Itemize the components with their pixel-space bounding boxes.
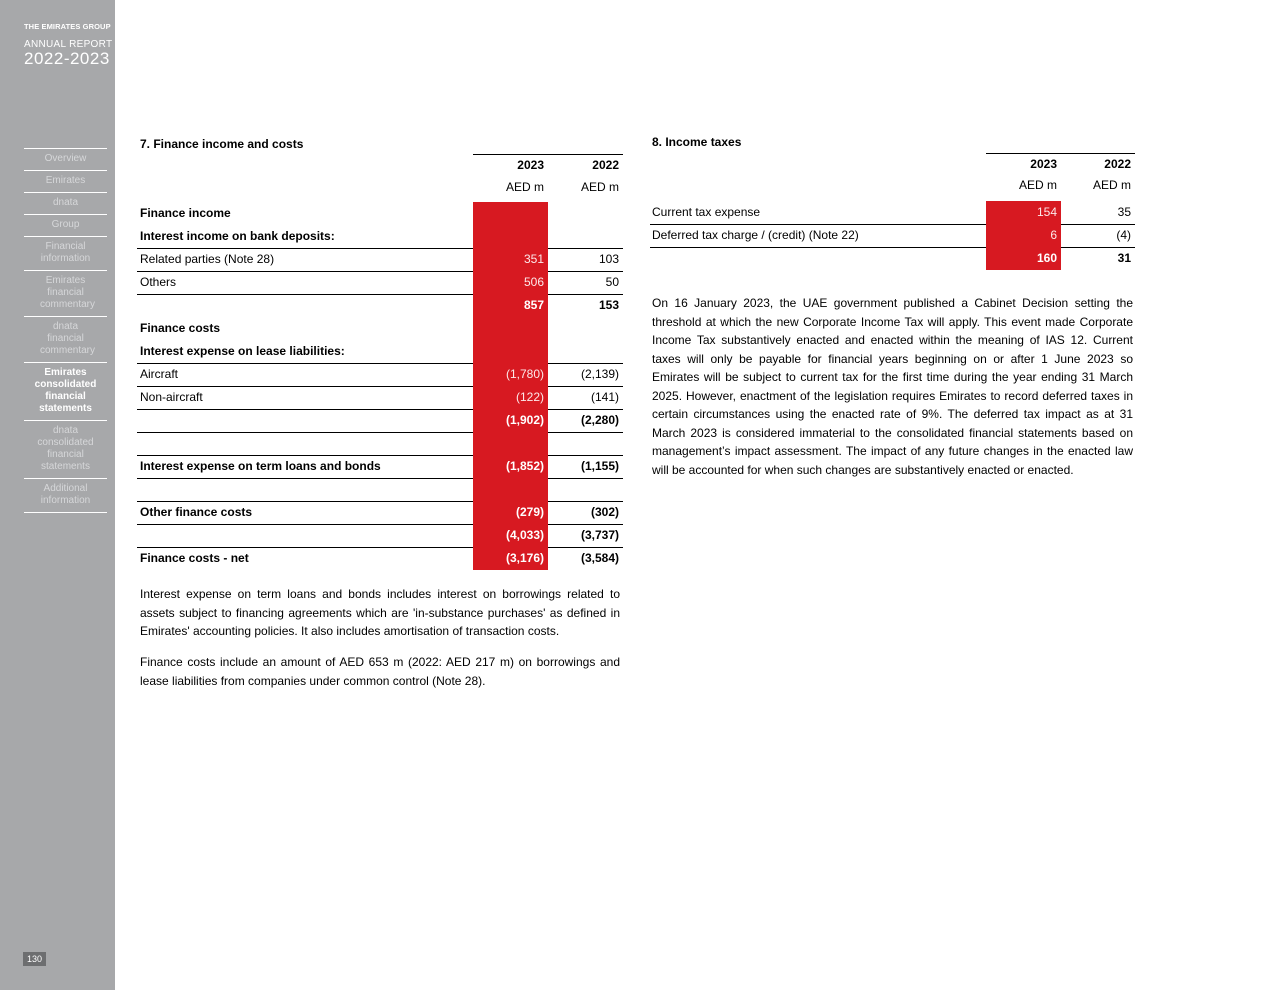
lease-total-2023: (1,902) (473, 409, 548, 432)
others-2022: 50 (605, 275, 619, 289)
table-row (650, 201, 1135, 224)
lease-heading: Interest expense on lease liabilities: (140, 344, 345, 358)
unit-2023: AED m (505, 180, 544, 194)
report-name: ANNUAL REPORT (24, 39, 113, 50)
current-tax-2023: 154 (986, 201, 1061, 224)
table-row (650, 224, 1135, 247)
header-unit-row (137, 177, 623, 200)
nav-item-emirates-financial-commentary[interactable]: Emirates financial commentary (24, 271, 107, 317)
finance-costs-heading-row (137, 317, 623, 340)
deferred-tax-2022: (4) (1116, 228, 1131, 242)
group-name: THE EMIRATES GROUP (24, 22, 111, 31)
sidebar-nav (24, 148, 107, 513)
other-costs-row (137, 501, 623, 524)
tax-unit-2023: AED m (1018, 178, 1057, 192)
current-tax-2022: 35 (1117, 205, 1131, 219)
current-tax-label: Current tax expense (652, 205, 761, 219)
interest-income-heading-row (137, 225, 623, 248)
lease-total-2022: (2,280) (580, 413, 619, 427)
nav-item-dnata-consolidated-statements[interactable]: dnata consolidated financial statements (24, 421, 107, 479)
non-aircraft-2022: (141) (590, 390, 619, 404)
related-parties-2023: 351 (473, 248, 548, 271)
nav-item-dnata-financial-commentary[interactable]: dnata financial commentary (24, 317, 107, 363)
nav-item-additional-information[interactable]: Additional information (24, 479, 107, 513)
report-brand (24, 22, 112, 68)
finance-table (137, 154, 623, 570)
net-2022: (3,584) (580, 551, 619, 565)
finance-costs-heading: Finance costs (140, 321, 221, 335)
lease-total-row (137, 409, 623, 432)
finance-note-1: Interest expense on term loans and bonds includes interest on borrowings related to assets subject to financing agreements which are 'in-substance purchases' as defined in Emirates' accounting policies. It also includes amortisation of transaction costs. (140, 587, 620, 638)
tax-unit-2022: AED m (1092, 178, 1131, 192)
cell-2023 (473, 225, 548, 248)
header-year-row (137, 154, 623, 177)
tax-col-2023-header: 2023 (1030, 157, 1057, 171)
section-title-tax: 8. Income taxes (652, 135, 742, 149)
income-total-2023: 857 (473, 294, 548, 317)
related-parties-2022: 103 (598, 252, 619, 266)
cell-2023 (473, 202, 548, 225)
tax-total-row (650, 247, 1135, 270)
term-loans-2023: (1,852) (473, 455, 548, 478)
non-aircraft-2023: (122) (473, 386, 548, 409)
aircraft-2023: (1,780) (473, 363, 548, 386)
net-row (137, 547, 623, 570)
table-row (137, 248, 623, 271)
finance-income-heading: Finance income (140, 206, 231, 220)
nav-item-dnata[interactable]: dnata (24, 193, 107, 215)
costs-total-row (137, 524, 623, 547)
nav-item-group[interactable]: Group (24, 215, 107, 237)
others-label: Others (140, 275, 177, 289)
income-total-2022: 153 (598, 298, 619, 312)
cell-2023 (473, 340, 548, 363)
spacer-row (137, 432, 623, 455)
table-row (137, 271, 623, 294)
term-loans-row (137, 455, 623, 478)
term-loans-2022: (1,155) (580, 459, 619, 473)
tax-total-2023: 160 (986, 247, 1061, 270)
section-title-finance: 7. Finance income and costs (140, 137, 304, 151)
term-loans-label: Interest expense on term loans and bonds (140, 459, 381, 473)
net-label: Finance costs - net (140, 551, 249, 565)
table-row (137, 363, 623, 386)
table-row (137, 386, 623, 409)
nav-item-financial-information[interactable]: Financial information (24, 237, 107, 271)
nav-item-emirates-consolidated-statements[interactable]: Emirates consolidated financial statements (24, 363, 107, 421)
interest-income-heading: Interest income on bank deposits: (140, 229, 335, 243)
tax-header-unit-row (650, 176, 1135, 199)
cell-2023 (473, 478, 548, 501)
nav-item-overview[interactable]: Overview (24, 149, 107, 171)
non-aircraft-label: Non-aircraft (140, 390, 203, 404)
cell-2023 (473, 317, 548, 340)
net-2023: (3,176) (473, 547, 548, 570)
tax-table (650, 153, 1135, 270)
aircraft-2022: (2,139) (580, 367, 619, 381)
tax-note: On 16 January 2023, the UAE government published a Cabinet Decision setting the threshold at which the new Corporate Income Tax will apply. This event made Corporate Income Tax substantively enacted and enacted within the meaning of IAS 12. Current taxes will only be payable for financial years beginning on or after 1 June 2023 so Emirates will be subject to current tax for the first time during the year ending 31 March 2025. However, enactment of the legislation requires Emirates to record deferred taxes in certain circumstances using the enacted rate of 9%. The deferred tax impact as at 31 March 2023 is considered immaterial to the consolidated financial statements based on management’s impact assessment. The impact of any future changes in the enacted law will be accounted for when such changes are substantively enacted or enacted. (652, 296, 1133, 477)
col-2023-header: 2023 (517, 158, 544, 172)
unit-2022: AED m (580, 180, 619, 194)
related-parties-label: Related parties (Note 28) (140, 252, 275, 266)
spacer-row (137, 478, 623, 501)
tax-header-year-row (650, 153, 1135, 176)
sidebar (0, 0, 115, 990)
tax-total-2022: 31 (1117, 251, 1131, 265)
income-total-row (137, 294, 623, 317)
costs-total-2022: (3,737) (580, 528, 619, 542)
report-year: 2022-2023 (24, 49, 110, 68)
other-costs-2022: (302) (590, 505, 619, 519)
deferred-tax-label: Deferred tax charge / (credit) (Note 22) (652, 228, 859, 242)
finance-note-2: Finance costs include an amount of AED 653 m (2022: AED 217 m) on borrowings and lease liabilities from companies under common control (Note 28). (140, 655, 620, 688)
deferred-tax-2023: 6 (986, 224, 1061, 247)
nav-item-emirates[interactable]: Emirates (24, 171, 107, 193)
cell-2023 (473, 432, 548, 455)
others-2023: 506 (473, 271, 548, 294)
tax-col-2022-header: 2022 (1104, 157, 1131, 171)
col-2022-header: 2022 (592, 158, 619, 172)
page-number: 130 (23, 952, 46, 966)
aircraft-label: Aircraft (140, 367, 179, 381)
finance-income-heading-row (137, 202, 623, 225)
other-costs-2023: (279) (473, 501, 548, 524)
costs-total-2023: (4,033) (473, 524, 548, 547)
lease-heading-row (137, 340, 623, 363)
other-costs-label: Other finance costs (140, 505, 253, 519)
